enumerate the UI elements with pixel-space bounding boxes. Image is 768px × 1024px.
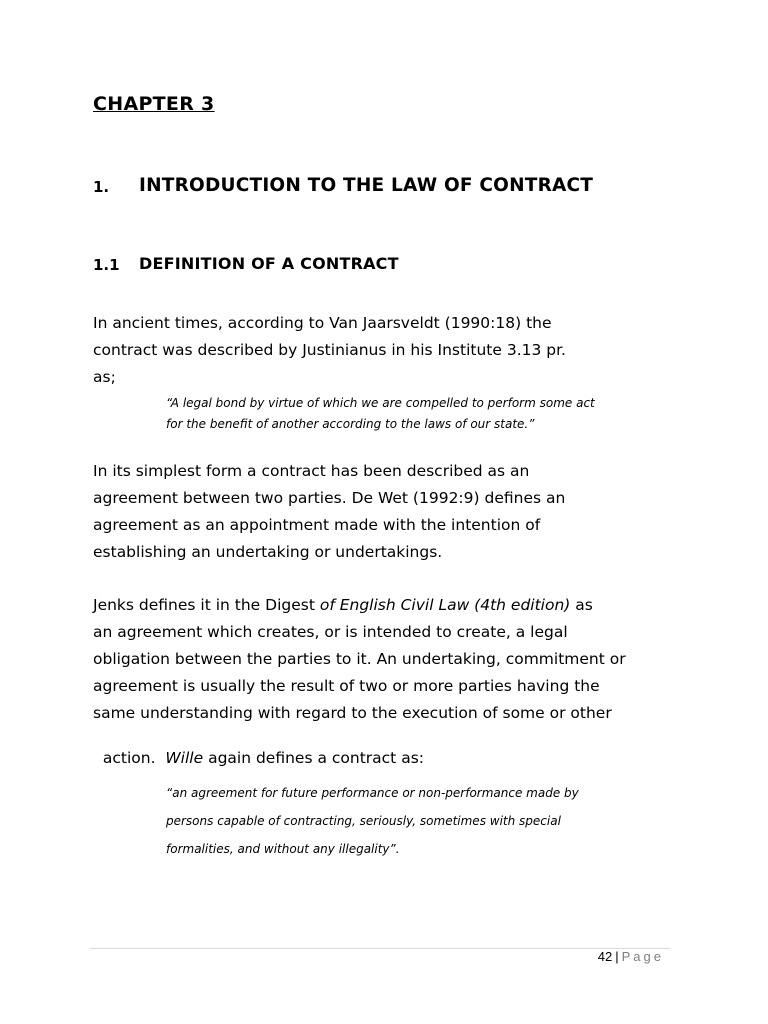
paragraph-line: In ancient times, according to Van Jaarsveldt (1990:18) the [93, 314, 552, 332]
quote-line: “an agreement for future performance or non-performance made by [166, 786, 579, 800]
paragraph-line: establishing an undertaking or undertakings. [93, 543, 443, 561]
paragraph-text: Jenks defines it in the Digest [93, 596, 320, 614]
book-title: of English Civil Law (4th edition) [319, 596, 571, 614]
paragraph-text: again defines a contract as: [203, 749, 424, 767]
section-number: 1. [93, 178, 110, 196]
paragraph-line: same understanding with regard to the execution of some or other [93, 704, 612, 722]
paragraph-line: obligation between the parties to it. An undertaking, commitment or [93, 650, 626, 668]
author-name: Wille [165, 749, 204, 767]
page-footer [598, 949, 664, 964]
paragraph-line: agreement is usually the result of two or more parties having the [93, 677, 600, 695]
paragraph-line: agreement as an appointment made with the intention of [93, 516, 541, 534]
quote-line: persons capable of contracting, seriously, sometimes with special [166, 814, 561, 828]
paragraph-text: as [570, 596, 593, 614]
paragraph-line [93, 731, 424, 767]
subsection-number: 1.1 [93, 256, 120, 274]
paragraph-line: In its simplest form a contract has been described as an [93, 462, 530, 480]
page-number: 42 [597, 949, 613, 964]
quote-line: for the benefit of another according to the laws of our state.” [166, 417, 535, 431]
page-label: Page [621, 949, 664, 964]
paragraph-line: an agreement which creates, or is intended to create, a legal [93, 623, 568, 641]
paragraph-text: action. [102, 749, 166, 767]
quote-line: “A legal bond by virtue of which we are compelled to perform some act [166, 396, 595, 410]
quote-line: formalities, and without any illegality”. [166, 842, 400, 856]
subsection-title: DEFINITION OF A CONTRACT [139, 254, 399, 273]
section-title: INTRODUCTION TO THE LAW OF CONTRACT [139, 175, 594, 196]
footer-separator: | [615, 949, 619, 964]
paragraph-line: as; [93, 368, 116, 386]
paragraph-line: agreement between two parties. De Wet (1992:9) defines an [93, 489, 566, 507]
paragraph-line [93, 596, 593, 614]
paragraph-line: contract was described by Justinianus in his Institute 3.13 pr. [93, 341, 566, 359]
footer-divider [90, 948, 670, 949]
chapter-title: CHAPTER 3 [93, 93, 215, 115]
